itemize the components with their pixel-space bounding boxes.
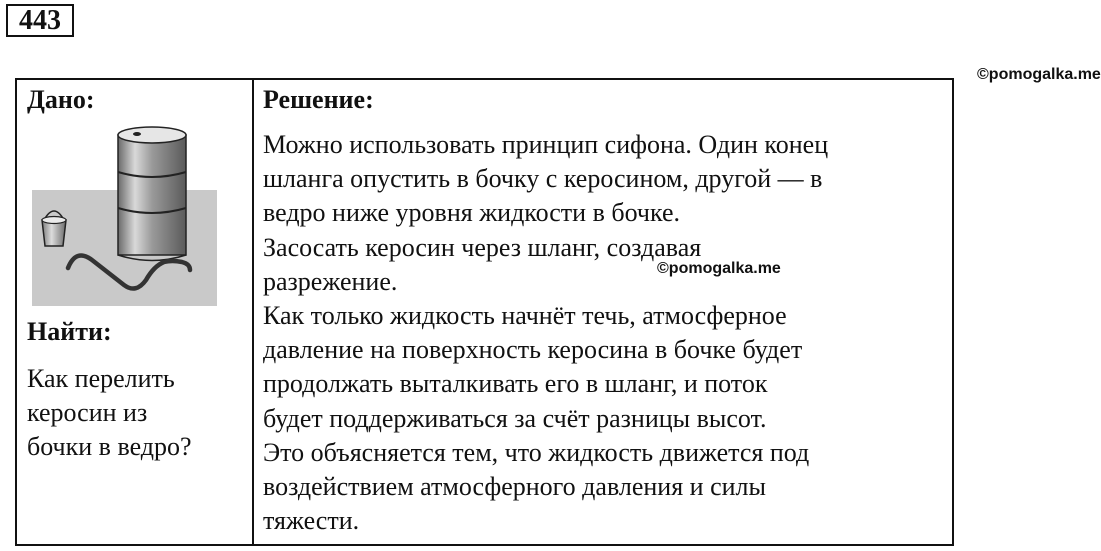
solution-line: разрежение.	[263, 266, 398, 296]
problem-number: 443	[6, 4, 74, 37]
find-heading: Найти:	[27, 317, 112, 346]
solution-column	[254, 66, 1101, 544]
solution-line: продолжать выталкивать его в шланг, и поток	[263, 369, 768, 399]
watermark: ©pomogalka.me	[977, 66, 1101, 83]
solution-line: Как только жидкость начнёт течь, атмосферное	[263, 301, 787, 331]
solution-heading: Решение:	[263, 85, 374, 114]
find-line: керосин из	[27, 398, 148, 427]
solution-line: воздействием атмосферного давления и силы	[263, 472, 766, 502]
solution-line: будет поддерживаться за счёт разницы высот.	[263, 403, 767, 433]
solution-line: давление на поверхность керосина в бочке будет	[263, 335, 803, 365]
solution-line: ведро ниже уровня жидкости в бочке.	[263, 198, 681, 228]
bucket-icon	[42, 211, 66, 246]
problem-table	[15, 66, 1101, 546]
watermark: ©pomogalka.me	[657, 260, 781, 277]
solution-line: шланга опустить в бочку с керосином, другой — в	[263, 164, 823, 194]
solution-line: Засосать керосин через шланг, создавая	[263, 232, 702, 262]
find-question	[27, 362, 247, 464]
solution-text	[263, 128, 953, 538]
barrel-bucket-hose-illustration	[32, 120, 232, 310]
given-heading: Дано:	[27, 85, 95, 114]
solution-line: тяжести.	[263, 506, 360, 536]
find-line: бочки в ведро?	[27, 432, 192, 461]
barrel-icon	[118, 127, 186, 261]
given-column	[17, 80, 252, 544]
solution-line: Можно использовать принцип сифона. Один конец	[263, 130, 829, 159]
find-line: Как перелить	[27, 364, 175, 393]
solution-line: Это объясняется тем, что жидкость движется под	[263, 437, 810, 467]
